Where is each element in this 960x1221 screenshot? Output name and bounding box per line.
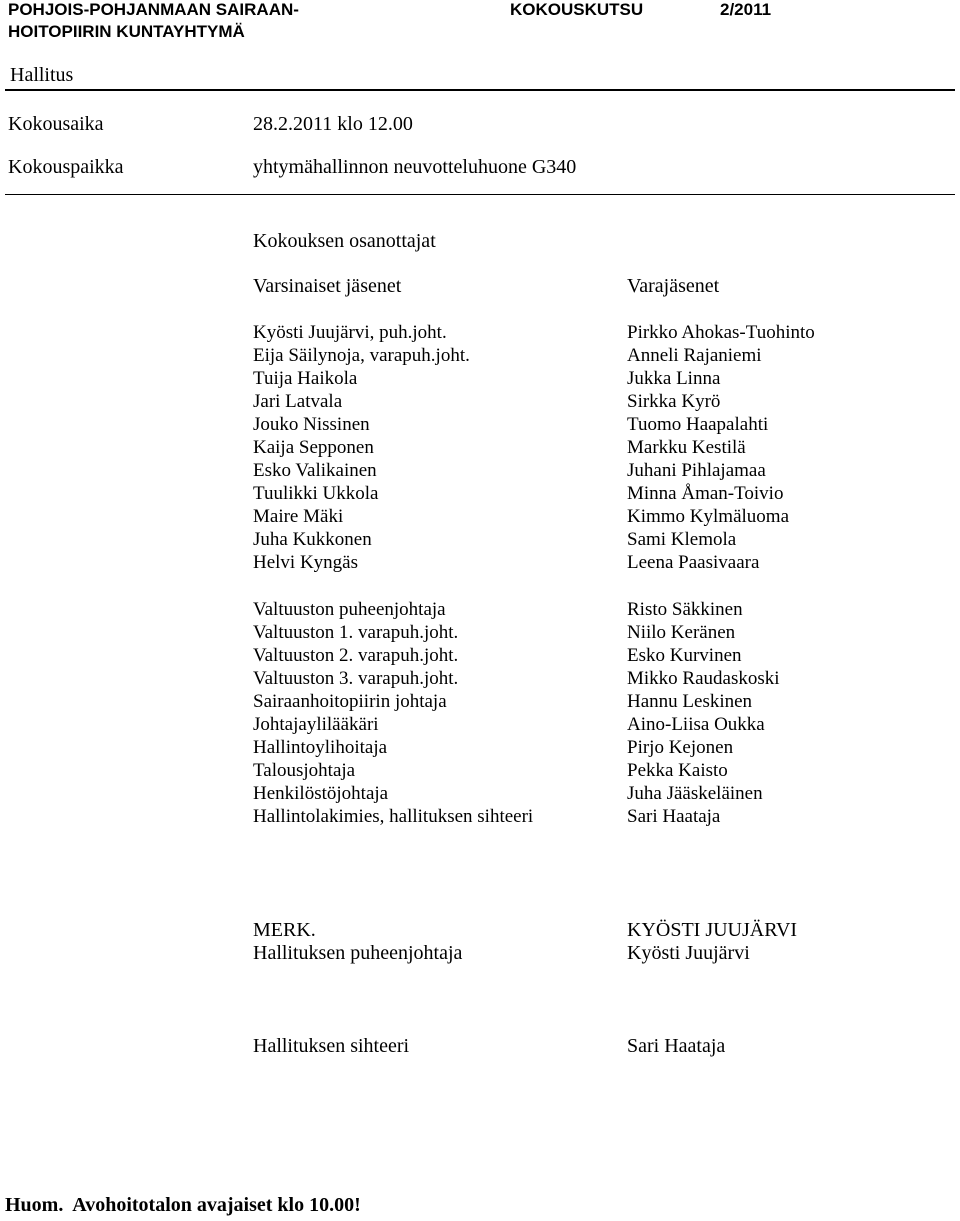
list-item: Juha Kukkonen [253, 529, 372, 550]
list-item: Kimmo Kylmäluoma [627, 506, 790, 527]
list-item: Juha Jääskeläinen [627, 783, 763, 804]
list-item: Hannu Leskinen [627, 691, 753, 712]
deputies-heading: Varajäsenet [627, 275, 720, 297]
body-name: Hallitus [10, 64, 74, 86]
list-item: Sami Klemola [627, 529, 737, 550]
list-item: Valtuuston 1. varapuh.joht. [253, 622, 459, 643]
organization-name-line1: POHJOIS-POHJANMAAN SAIRAAN- [8, 0, 299, 19]
list-item: Sairaanhoitopiirin johtaja [253, 691, 447, 712]
list-item: Valtuuston 2. varapuh.joht. [253, 645, 459, 666]
meeting-time-value: 28.2.2011 klo 12.00 [253, 113, 413, 135]
list-item: Kyösti Juujärvi, puh.joht. [253, 322, 447, 343]
list-item: Eija Säilynoja, varapuh.joht. [253, 345, 470, 366]
list-item: Henkilöstöjohtaja [253, 783, 389, 804]
document-number: 2/2011 [720, 0, 772, 19]
list-item: Sirkka Kyrö [627, 391, 721, 412]
list-item: Mikko Raudaskoski [627, 668, 780, 689]
list-item: Anneli Rajaniemi [627, 345, 762, 366]
chair-title: Hallituksen puheenjohtaja [253, 942, 463, 964]
header-divider [5, 89, 955, 91]
roles-list [253, 598, 533, 828]
list-item: Valtuuston puheenjohtaja [253, 599, 446, 620]
list-item: Helvi Kyngäs [253, 552, 359, 573]
secretary-title: Hallituksen sihteeri [253, 1035, 410, 1057]
participants-title: Kokouksen osanottajat [253, 230, 436, 252]
meeting-place-value: yhtymähallinnon neuvotteluhuone G340 [253, 156, 577, 178]
list-item: Johtajaylilääkäri [253, 714, 379, 735]
list-item: Niilo Keränen [627, 622, 736, 643]
list-item: Esko Valikainen [253, 460, 377, 481]
deputies-list [627, 321, 815, 574]
list-item: Minna Åman-Toivio [627, 483, 784, 504]
list-item: Pirkko Ahokas-Tuohinto [627, 322, 815, 343]
members-heading: Varsinaiset jäsenet [253, 275, 402, 297]
secretary-name: Sari Haataja [627, 1035, 726, 1057]
list-item: Tuija Haikola [253, 368, 358, 389]
list-item: Tuomo Haapalahti [627, 414, 769, 435]
list-item: Sari Haataja [627, 806, 721, 827]
list-item: Jari Latvala [253, 391, 343, 412]
list-item: Pekka Kaisto [627, 760, 728, 781]
list-item: Talousjohtaja [253, 760, 356, 781]
list-item: Kaija Sepponen [253, 437, 374, 458]
list-item: Aino-Liisa Oukka [627, 714, 765, 735]
list-item: Leena Paasivaara [627, 552, 760, 573]
list-item: Markku Kestilä [627, 437, 746, 458]
list-item: Valtuuston 3. varapuh.joht. [253, 668, 459, 689]
list-item: Esko Kurvinen [627, 645, 742, 666]
list-item: Maire Mäki [253, 506, 344, 527]
meeting-place-label: Kokouspaikka [8, 156, 124, 178]
role-holders-list [627, 598, 780, 828]
list-item: Jouko Nissinen [253, 414, 370, 435]
footer-note: Huom. Avohoitotalon avajaiset klo 10.00! [5, 1194, 361, 1216]
chair-name: Kyösti Juujärvi [627, 942, 750, 964]
members-list [253, 321, 470, 574]
document-type: KOKOUSKUTSU [510, 0, 644, 19]
organization-name-line2: HOITOPIIRIN KUNTAYHTYMÄ [8, 22, 245, 41]
meeting-time-label: Kokousaika [8, 113, 104, 135]
meeting-divider [5, 194, 955, 195]
list-item: Juhani Pihlajamaa [627, 460, 766, 481]
chair-name-caps: KYÖSTI JUUJÄRVI [627, 919, 798, 941]
list-item: Jukka Linna [627, 368, 721, 389]
list-item: Pirjo Kejonen [627, 737, 734, 758]
list-item: Hallintoylihoitaja [253, 737, 388, 758]
list-item: Hallintolakimies, hallituksen sihteeri [253, 806, 534, 827]
merk-label: MERK. [253, 919, 316, 941]
list-item: Tuulikki Ukkola [253, 483, 379, 504]
list-item: Risto Säkkinen [627, 599, 743, 620]
